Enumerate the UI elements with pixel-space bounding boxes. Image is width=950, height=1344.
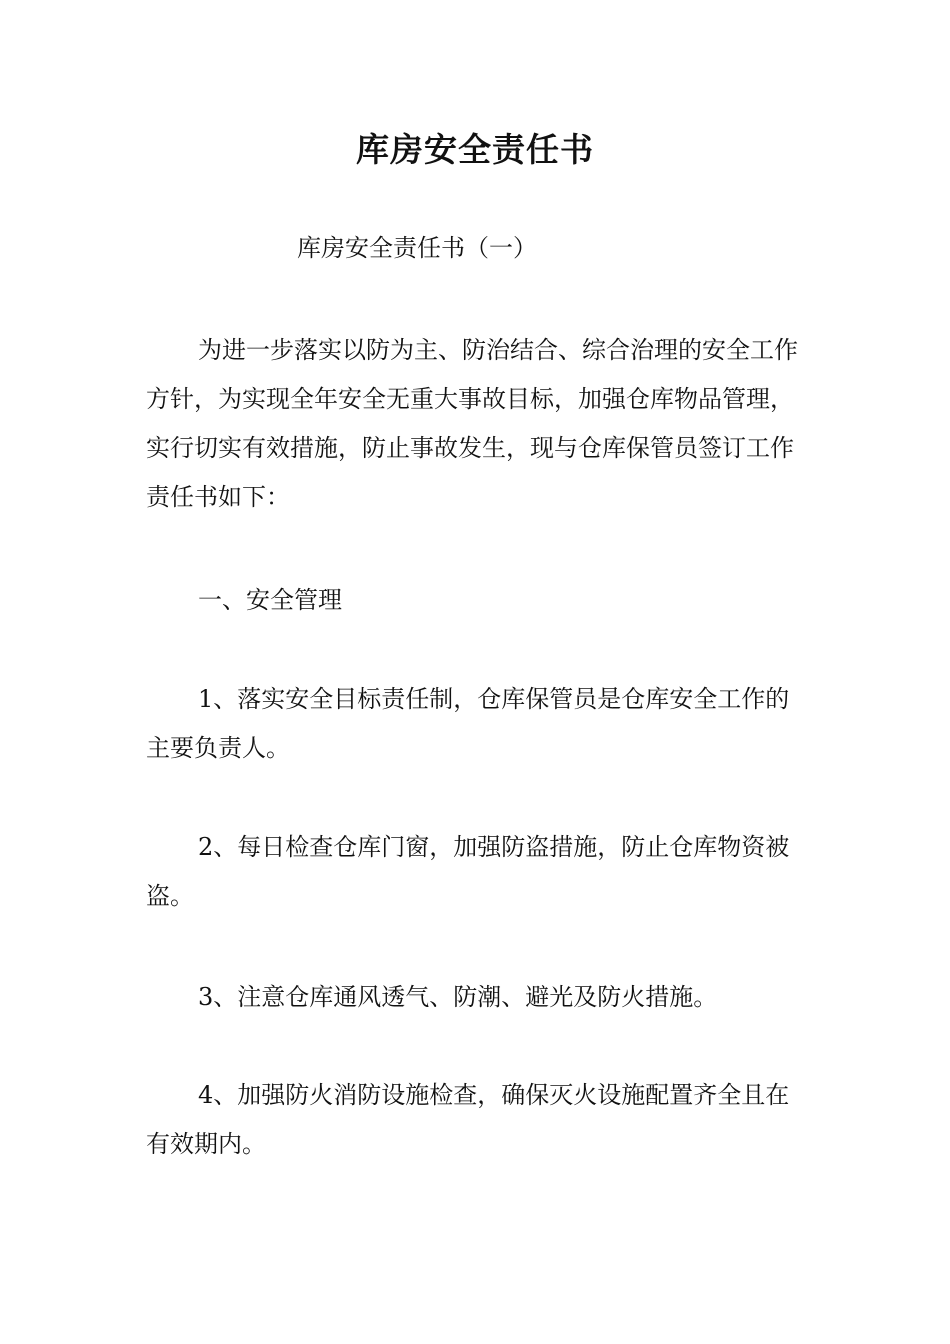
intro-paragraph: 为进一步落实以防为主、防治结合、综合治理的安全工作方针，为实现全年安全无重大事故目标，加强仓库物品管理，实行切实有效措施，防止事故发生，现与仓库保管员签订工作责任书如下： bbox=[146, 336, 798, 511]
list-item: 2、每日检查仓库门窗，加强防盗措施，防止仓库物资被盗。 bbox=[146, 833, 790, 910]
list-item: 1、落实安全目标责任制，仓库保管员是仓库安全工作的主要负责人。 bbox=[146, 685, 790, 762]
list-item: 4、加强防火消防设施检查，确保灭火设施配置齐全且在有效期内。 bbox=[146, 1081, 790, 1158]
section-heading-safety-management: 一、安全管理 bbox=[198, 586, 342, 614]
list-item: 3、注意仓库通风透气、防潮、避光及防火措施。 bbox=[198, 983, 718, 1011]
document-title: 库房安全责任书 bbox=[356, 130, 594, 169]
document-subtitle: 库房安全责任书（一） bbox=[297, 234, 537, 262]
